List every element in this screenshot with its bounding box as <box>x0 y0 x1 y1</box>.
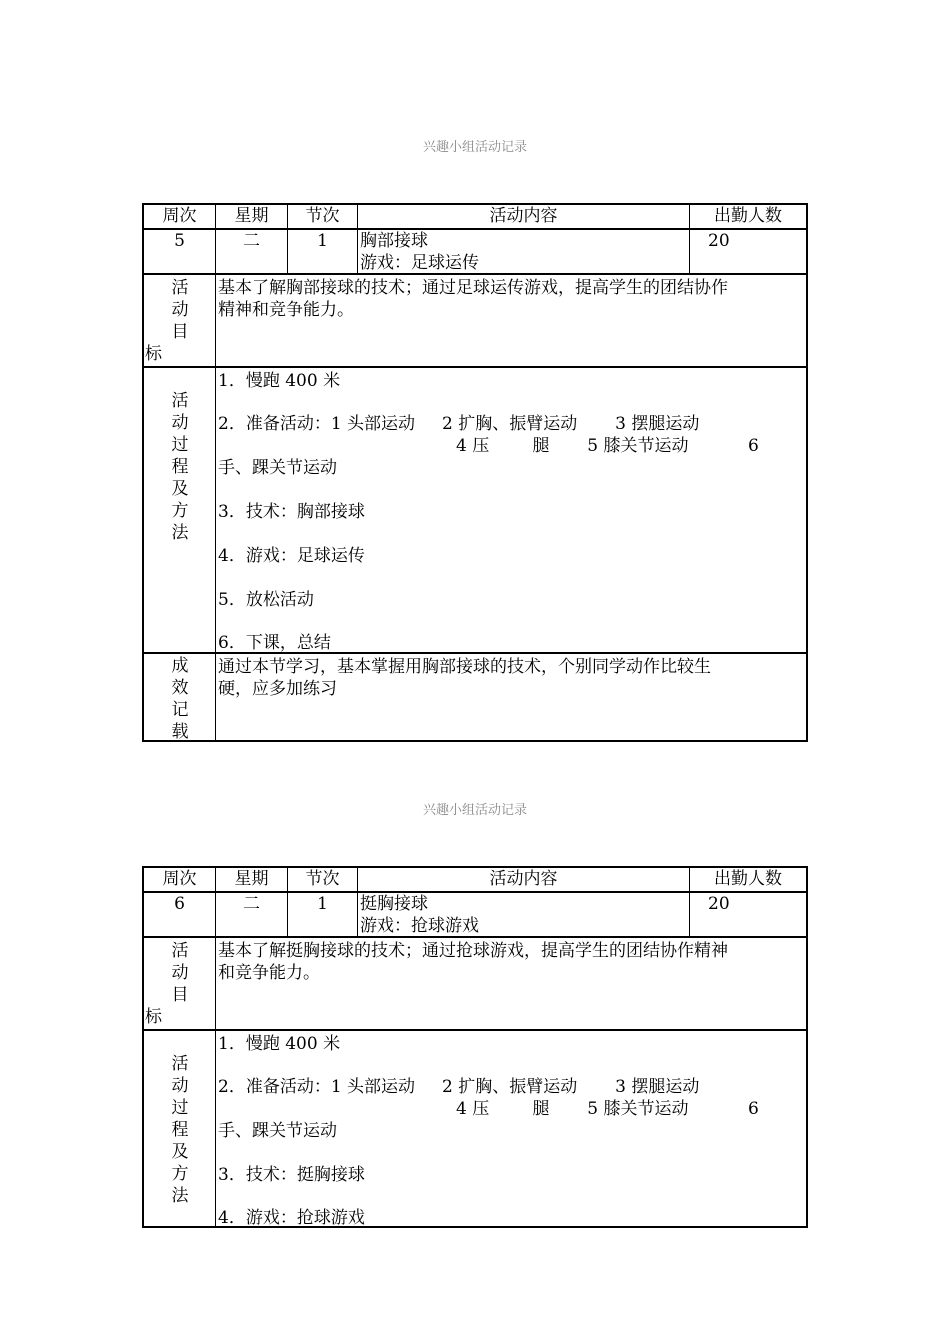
attendance-value: 20 <box>708 231 730 251</box>
goal-line: 基本了解挺胸接球的技术；通过抢球游戏，提高学生的团结协作精神 <box>218 941 728 961</box>
period-value: 1 <box>288 230 358 273</box>
process-label-char: 过 <box>171 435 189 455</box>
process-label-char: 活 <box>171 1054 189 1074</box>
process-row <box>144 1031 806 1226</box>
header-week: 周次 <box>144 868 216 891</box>
goal-label-char: 标 <box>145 344 162 364</box>
process-step: 6．下课，总结 <box>218 633 331 653</box>
header-attendance: 出勤人数 <box>714 206 782 226</box>
result-row <box>144 654 806 740</box>
header-period: 节次 <box>288 868 358 891</box>
value-row <box>144 230 806 275</box>
activity-record-table <box>142 866 808 1228</box>
goal-label-char: 活 <box>171 941 189 961</box>
goal-label <box>144 938 216 1029</box>
result-line: 硬，应多加练习 <box>218 679 337 699</box>
record-title: 兴趣小组活动记录 <box>422 140 527 155</box>
week-value: 5 <box>144 230 216 273</box>
content-value <box>358 893 690 936</box>
goal-label-char: 动 <box>171 300 189 320</box>
goal-label-char: 目 <box>171 985 189 1005</box>
result-label-char: 记 <box>171 700 189 720</box>
goal-line: 基本了解胸部接球的技术；通过足球运传游戏，提高学生的团结协作 <box>218 278 728 298</box>
process-step: 2．准备活动：1 头部运动 2 扩胸、振臂运动 3 摆腿运动 <box>218 1077 700 1097</box>
goal-line: 精神和竞争能力。 <box>218 300 354 320</box>
goal-line: 和竞争能力。 <box>218 963 320 983</box>
process-text <box>216 1031 806 1226</box>
result-label-char: 效 <box>171 678 189 698</box>
process-step: 2．准备活动：1 头部运动 2 扩胸、振臂运动 3 摆腿运动 <box>218 414 700 434</box>
process-label-char: 程 <box>171 1120 189 1140</box>
process-label-char: 方 <box>171 501 189 521</box>
goal-text <box>216 275 806 366</box>
header-attendance: 出勤人数 <box>714 869 782 889</box>
content-line: 游戏：抢球游戏 <box>360 916 479 936</box>
goal-label-char: 动 <box>171 963 189 983</box>
process-label-char: 及 <box>171 1142 189 1162</box>
process-label-char: 法 <box>171 1186 189 1206</box>
content-line: 挺胸接球 <box>360 894 428 914</box>
process-label-char: 动 <box>171 413 189 433</box>
process-text <box>216 368 806 652</box>
goal-text <box>216 938 806 1029</box>
process-label-char: 程 <box>171 457 189 477</box>
process-step: 1．慢跑 400 米 <box>218 371 341 391</box>
process-step: 5．放松活动 <box>218 590 314 610</box>
header-week: 周次 <box>144 205 216 228</box>
content-value <box>358 230 690 273</box>
process-label-char: 法 <box>171 523 189 543</box>
record-title: 兴趣小组活动记录 <box>422 803 527 818</box>
goal-row <box>144 275 806 368</box>
process-step: 手、踝关节运动 <box>218 458 337 478</box>
process-label-char: 活 <box>171 391 189 411</box>
process-step: 手、踝关节运动 <box>218 1121 337 1141</box>
process-label-char: 过 <box>171 1098 189 1118</box>
attendance-value: 20 <box>708 894 730 914</box>
header-row <box>144 868 806 893</box>
header-weekday: 星期 <box>216 868 288 891</box>
process-step: 3．技术：胸部接球 <box>218 502 365 522</box>
result-label <box>144 654 216 740</box>
goal-label-char: 活 <box>171 278 189 298</box>
week-value: 6 <box>144 893 216 936</box>
goal-row <box>144 938 806 1031</box>
header-row <box>144 205 806 230</box>
process-step: 4 压 腿 5 膝关节运动 6 <box>456 436 759 456</box>
goal-label <box>144 275 216 366</box>
value-row <box>144 893 806 938</box>
process-step: 3．技术：挺胸接球 <box>218 1165 365 1185</box>
result-line: 通过本节学习，基本掌握用胸部接球的技术，个别同学动作比较生 <box>218 657 711 677</box>
header-content: 活动内容 <box>358 868 690 891</box>
process-row <box>144 368 806 654</box>
process-step: 4 压 腿 5 膝关节运动 6 <box>456 1099 759 1119</box>
process-step: 4．游戏：抢球游戏 <box>218 1208 365 1228</box>
process-label-char: 方 <box>171 1164 189 1184</box>
process-step: 4．游戏：足球运传 <box>218 546 365 566</box>
goal-label-char: 标 <box>145 1007 162 1027</box>
result-label-char: 载 <box>171 722 189 740</box>
process-label-char: 及 <box>171 479 189 499</box>
period-value: 1 <box>288 893 358 936</box>
header-period: 节次 <box>288 205 358 228</box>
header-content: 活动内容 <box>358 205 690 228</box>
weekday-value: 二 <box>216 893 288 936</box>
activity-record-table <box>142 203 808 742</box>
process-label <box>144 1031 216 1226</box>
header-weekday: 星期 <box>216 205 288 228</box>
process-label-char: 动 <box>171 1076 189 1096</box>
weekday-value: 二 <box>216 230 288 273</box>
process-step: 1．慢跑 400 米 <box>218 1034 341 1054</box>
result-label-char: 成 <box>171 656 189 676</box>
result-text <box>216 654 806 740</box>
process-label <box>144 368 216 652</box>
content-line: 游戏：足球运传 <box>360 253 479 273</box>
content-line: 胸部接球 <box>360 231 428 251</box>
goal-label-char: 目 <box>171 322 189 342</box>
